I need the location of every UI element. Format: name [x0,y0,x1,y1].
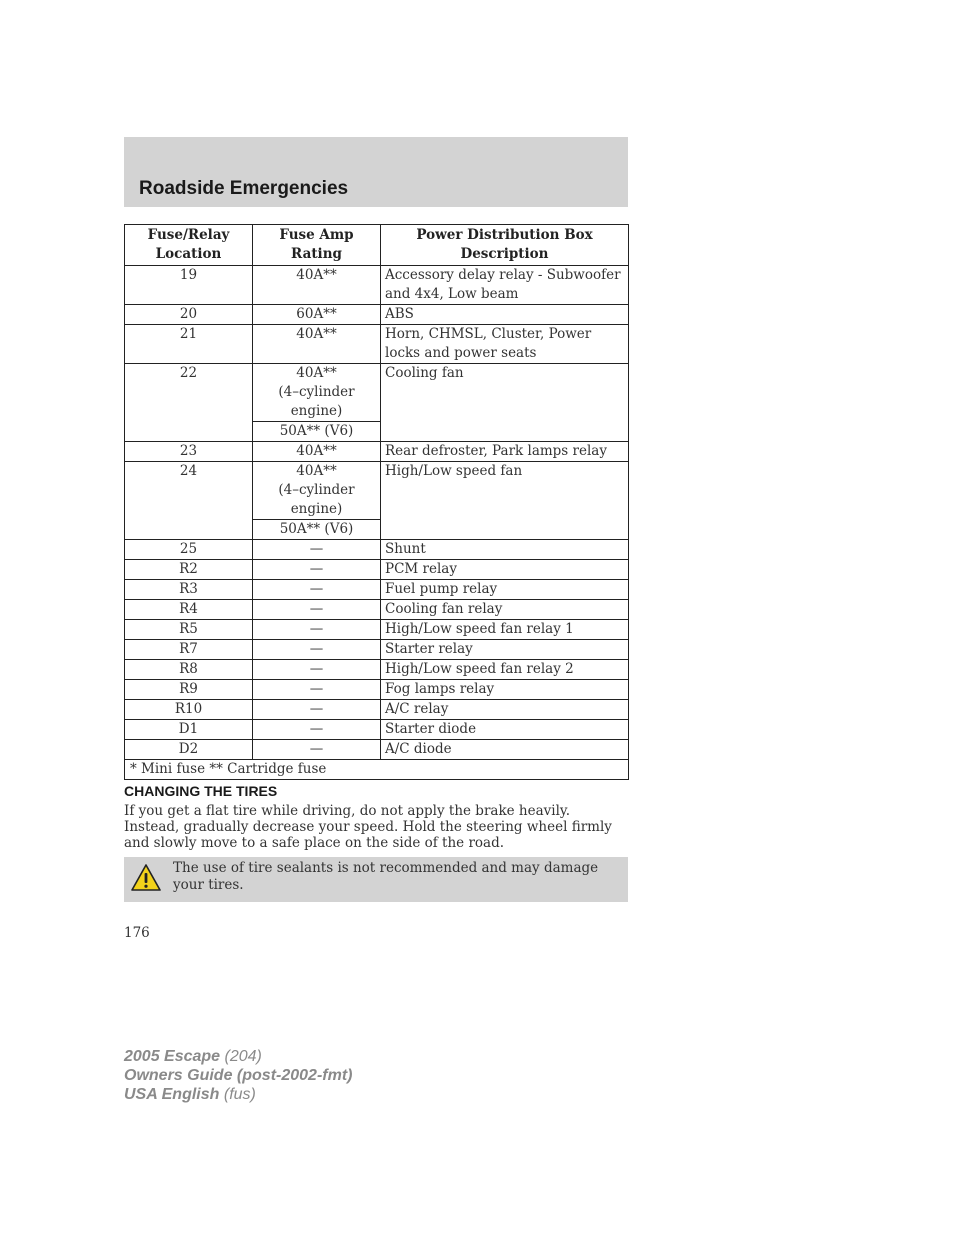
cell-description: Horn, CHMSL, Cluster, Power locks and power seats [381,325,629,364]
cell-location: R3 [125,580,253,600]
table-footnote-row [125,760,629,780]
cell-description: A/C diode [381,740,629,760]
table-row [125,600,629,620]
cell-rating-alt: 50A** (V6) [253,422,381,442]
cell-description: Cooling fan relay [381,600,629,620]
header-rating: Fuse Amp Rating [253,225,381,266]
footer-line-model [124,1047,352,1066]
table-header-row [125,225,629,266]
cell-rating: — [253,740,381,760]
footer-guide: Owners Guide (post-2002-fmt) [124,1067,353,1084]
cell-location: R2 [125,560,253,580]
table-row [125,620,629,640]
table-row [125,325,629,364]
cell-rating: — [253,660,381,680]
cell-rating: — [253,700,381,720]
cell-description: Cooling fan [381,364,629,442]
cell-description: Starter relay [381,640,629,660]
cell-location: 24 [125,462,253,540]
cell-rating: 40A** [253,325,381,364]
cell-rating: 40A** [253,442,381,462]
paragraph-line: and slowly move to a safe place on the side of the road. [124,835,505,851]
table-row [125,640,629,660]
table-row [125,305,629,325]
paragraph-line: Instead, gradually decrease your speed. Hold the steering wheel firmly [124,819,612,835]
cell-location: 22 [125,364,253,442]
cell-description: High/Low speed fan [381,462,629,540]
changing-tires-paragraph [124,803,624,851]
cell-location: R9 [125,680,253,700]
cell-rating: 60A** [253,305,381,325]
cell-rating: — [253,680,381,700]
cell-rating: — [253,640,381,660]
cell-rating: — [253,720,381,740]
page-number: 176 [124,925,150,941]
cell-rating: 40A** (4–cylinder engine) [253,462,381,520]
table-footnote: * Mini fuse ** Cartridge fuse [125,760,629,780]
table-row [125,680,629,700]
fuse-table [124,224,629,780]
table-row [125,580,629,600]
cell-location: D1 [125,720,253,740]
cell-rating: 40A** [253,266,381,305]
section-header-bar [124,137,628,207]
cell-location: 20 [125,305,253,325]
section-title: Roadside Emergencies [139,178,349,199]
cell-location: 21 [125,325,253,364]
cell-rating: — [253,580,381,600]
warning-text [173,860,623,894]
cell-description: PCM relay [381,560,629,580]
changing-tires-heading: CHANGING THE TIRES [124,783,278,799]
footer-language-code: (fus) [223,1086,256,1103]
cell-description: A/C relay [381,700,629,720]
warning-line: your tires. [173,877,244,893]
footer-model: 2005 Escape [124,1048,221,1065]
cell-description: Fog lamps relay [381,680,629,700]
cell-description: Rear defroster, Park lamps relay [381,442,629,462]
table-row [125,540,629,560]
cell-description: High/Low speed fan relay 2 [381,660,629,680]
document-footer [124,1047,352,1104]
table-row [125,442,629,462]
cell-description: Shunt [381,540,629,560]
footer-line-language [124,1085,352,1104]
table-row [125,364,629,422]
footer-model-code: (204) [224,1048,262,1065]
cell-description: Starter diode [381,720,629,740]
cell-location: R10 [125,700,253,720]
table-row [125,266,629,305]
table-row [125,560,629,580]
cell-location: D2 [125,740,253,760]
table-row [125,740,629,760]
warning-line: The use of tire sealants is not recommended and may damage [173,860,599,876]
warning-box [124,857,628,902]
cell-rating: — [253,560,381,580]
cell-location: R7 [125,640,253,660]
cell-description: Fuel pump relay [381,580,629,600]
footer-language: USA English [124,1086,220,1103]
paragraph-line: If you get a flat tire while driving, do not apply the brake heavily. [124,803,571,819]
cell-location: R8 [125,660,253,680]
footer-line-guide [124,1066,352,1085]
cell-description: High/Low speed fan relay 1 [381,620,629,640]
table-row [125,700,629,720]
cell-location: 25 [125,540,253,560]
cell-rating-alt: 50A** (V6) [253,520,381,540]
cell-description: Accessory delay relay - Subwoofer and 4x4, Low beam [381,266,629,305]
cell-rating: — [253,620,381,640]
cell-rating: — [253,600,381,620]
header-location: Fuse/Relay Location [125,225,253,266]
cell-rating: — [253,540,381,560]
header-description: Power Distribution Box Description [381,225,629,266]
cell-location: 19 [125,266,253,305]
table-row [125,720,629,740]
cell-location: 23 [125,442,253,462]
cell-location: R5 [125,620,253,640]
cell-rating: 40A** (4–cylinder engine) [253,364,381,422]
warning-triangle-icon [130,863,162,893]
table-row [125,660,629,680]
cell-description: ABS [381,305,629,325]
table-row [125,462,629,520]
cell-location: R4 [125,600,253,620]
